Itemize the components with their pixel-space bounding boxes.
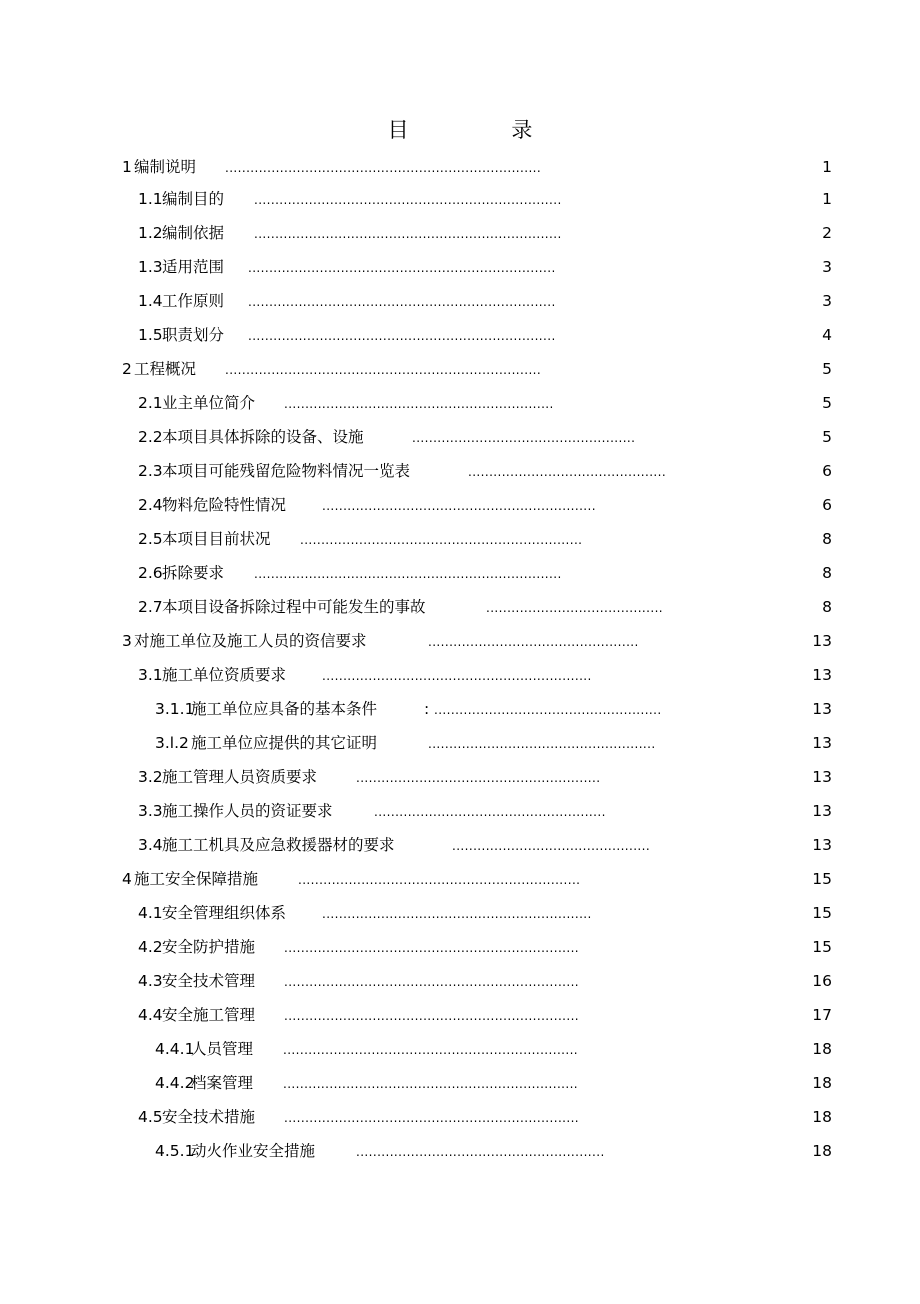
toc-entry[interactable] [0, 1106, 920, 1128]
toc-entry[interactable] [0, 392, 920, 414]
toc-leader-dots: ................................................................ [322, 907, 592, 921]
toc-entry-number: 2 [122, 360, 132, 378]
toc-leader-dots: .......................................................... [356, 771, 601, 785]
toc-entry[interactable] [0, 596, 920, 618]
toc-page-number: 18 [812, 1142, 832, 1160]
toc-entry[interactable] [0, 834, 920, 856]
toc-page-number: 2 [822, 224, 832, 242]
toc-entry-number: 4.1 [138, 904, 163, 922]
toc-entry-number: 4.2 [138, 938, 163, 956]
toc-leader-dots: ................................................................. [322, 499, 596, 513]
toc-entry-title: 编制目的 [162, 190, 225, 208]
toc-entry[interactable] [0, 1140, 920, 1162]
toc-entry[interactable] [0, 630, 920, 652]
toc-entry-title: 安全技术管理 [162, 972, 256, 990]
toc-page-number: 4 [822, 326, 832, 344]
toc-entry-title: 动火作业安全措施 [191, 1142, 316, 1160]
toc-leader-dots: .......................................... [486, 601, 664, 615]
toc-entry[interactable] [0, 156, 920, 178]
toc-entry-title: 安全施工管理 [162, 1006, 256, 1024]
toc-entry-number: 4.5 [138, 1108, 163, 1126]
toc-leader-dots: ......................................................................... [248, 295, 556, 309]
toc-page-number: 15 [812, 904, 832, 922]
toc-entry-title: 工作原则 [162, 292, 225, 310]
toc-page-number: 5 [822, 428, 832, 446]
toc-page-number: 15 [812, 938, 832, 956]
toc-entry-number: 1.3 [138, 258, 163, 276]
toc-entry-number: 4.4.2 [155, 1074, 195, 1092]
toc-entry-title: 本项目具体拆除的设备、设施 [162, 428, 364, 446]
toc-leader-dots: ...................................................... [428, 737, 656, 751]
toc-entry-number: 3.l.2 [155, 734, 189, 752]
toc-page-number: 15 [812, 870, 832, 888]
toc-page-number: 18 [812, 1040, 832, 1058]
toc-entry[interactable] [0, 698, 920, 720]
toc-entry-number: 4.4.1 [155, 1040, 195, 1058]
toc-entry-number: 4.5.1 [155, 1142, 195, 1160]
toc-entry-title: 施工工机具及应急救援器材的要求 [162, 836, 395, 854]
toc-entry-number: 1.5 [138, 326, 163, 344]
toc-entry-title: 安全技术措施 [162, 1108, 256, 1126]
toc-entry-title: 施工管理人员资质要求 [162, 768, 318, 786]
toc-leader-dots: ........................................................... [356, 1145, 605, 1159]
toc-entry[interactable] [0, 732, 920, 754]
toc-entry-title: 本项目设备拆除过程中可能发生的事故 [162, 598, 426, 616]
toc-entry-title: 施工单位应提供的其它证明 [191, 734, 378, 752]
toc-leader-dots: ...................................................................... [284, 1111, 580, 1125]
toc-page-number: 13 [812, 632, 832, 650]
toc-entry-title: 档案管理 [191, 1074, 254, 1092]
toc-entry-number: 3.3 [138, 802, 163, 820]
toc-entry-number: 2.6 [138, 564, 163, 582]
toc-page-number: 8 [822, 564, 832, 582]
toc-page-number: 13 [812, 768, 832, 786]
toc-leader-dots: ......................................................................... [254, 193, 562, 207]
toc-entry-number: 2.2 [138, 428, 163, 446]
toc-leader-dots: ...................................................................... [284, 975, 580, 989]
toc-leader-dots: ................................................................... [300, 533, 583, 547]
toc-entry[interactable] [0, 766, 920, 788]
toc-page-number: 1 [822, 158, 832, 176]
toc-page-number: 16 [812, 972, 832, 990]
toc-entry-title: 编制依据 [162, 224, 225, 242]
toc-entry-title: 职责划分 [162, 326, 225, 344]
toc-leader-dots: ...................................................................... [283, 1043, 579, 1057]
toc-page-number: 8 [822, 530, 832, 548]
toc-entry-title: 编制说明 [134, 158, 197, 176]
toc-page-number: 13 [812, 734, 832, 752]
toc-entry-number: 3.1.1 [155, 700, 195, 718]
toc-entry[interactable] [0, 290, 920, 312]
toc-page-number: 13 [812, 666, 832, 684]
toc-leader-dots: ............................................... [452, 839, 651, 853]
toc-entry[interactable] [0, 256, 920, 278]
toc-page-number: 3 [822, 292, 832, 310]
toc-entry[interactable] [0, 426, 920, 448]
toc-entry[interactable] [0, 868, 920, 890]
toc-leader-dots: ........................................................................... [225, 363, 542, 377]
toc-page-number: 8 [822, 598, 832, 616]
toc-entry-number: 2.1 [138, 394, 163, 412]
toc-page-number: 6 [822, 496, 832, 514]
toc-entry[interactable] [0, 222, 920, 244]
toc-page-number: 13 [812, 802, 832, 820]
toc-entry[interactable] [0, 664, 920, 686]
toc-entry[interactable] [0, 188, 920, 210]
toc-entry-title: 安全防护措施 [162, 938, 256, 956]
toc-page-number: 5 [822, 360, 832, 378]
toc-entry-title: 对施工单位及施工人员的资信要求 [134, 632, 367, 650]
toc-entry-title: 本项目目前状况 [162, 530, 271, 548]
toc-entry-title: 施工单位资质要求 [162, 666, 287, 684]
toc-entry[interactable] [0, 528, 920, 550]
toc-leader-dots: ...................................................................... [284, 941, 580, 955]
toc-entry-number: 4.3 [138, 972, 163, 990]
toc-entry-colon: : [424, 700, 430, 718]
toc-entry-number: 3.4 [138, 836, 163, 854]
toc-entry-number: 1.4 [138, 292, 163, 310]
toc-entry[interactable] [0, 1072, 920, 1094]
toc-leader-dots: ................................................................ [322, 669, 592, 683]
toc-entry[interactable] [0, 324, 920, 346]
toc-entry[interactable] [0, 562, 920, 584]
toc-leader-dots: ...................................................................... [284, 1009, 580, 1023]
toc-entry-number: 3 [122, 632, 132, 650]
toc-entry-title: 安全管理组织体系 [162, 904, 287, 922]
toc-entry-title: 施工安全保障措施 [134, 870, 259, 888]
toc-page-number: 18 [812, 1074, 832, 1092]
toc-entry[interactable] [0, 1038, 920, 1060]
toc-entry-title: 本项目可能残留危险物料情况一览表 [162, 462, 411, 480]
toc-entry-title: 物料危险特性情况 [162, 496, 287, 514]
toc-title: 目 录 [387, 118, 581, 142]
toc-leader-dots: ............................................... [468, 465, 667, 479]
toc-entry-title: 适用范围 [162, 258, 225, 276]
toc-entry-title: 施工单位应具备的基本条件 [191, 700, 378, 718]
toc-page-number: 1 [822, 190, 832, 208]
toc-entry-number: 4.4 [138, 1006, 163, 1024]
toc-entry-title: 工程概况 [134, 360, 197, 378]
toc-page-number: 5 [822, 394, 832, 412]
toc-entry[interactable] [0, 494, 920, 516]
toc-entry-number: 2.3 [138, 462, 163, 480]
toc-leader-dots: ..................................................... [412, 431, 636, 445]
toc-entry[interactable] [0, 970, 920, 992]
toc-entry-number: 4 [122, 870, 132, 888]
toc-entry-title: 业主单位简介 [162, 394, 256, 412]
toc-entry-number: 3.1 [138, 666, 163, 684]
toc-entry[interactable] [0, 1004, 920, 1026]
toc-leader-dots: ......................................................................... [248, 261, 556, 275]
toc-entry-number: 2.7 [138, 598, 163, 616]
toc-entry-number: 1 [122, 158, 132, 176]
toc-leader-dots: ......................................................................... [248, 329, 556, 343]
toc-page-number: 18 [812, 1108, 832, 1126]
toc-entry-number: 1.2 [138, 224, 163, 242]
toc-page-number: 17 [812, 1006, 832, 1024]
toc-page-number: 3 [822, 258, 832, 276]
toc-entry-number: 2.4 [138, 496, 163, 514]
toc-leader-dots: ....................................................... [374, 805, 606, 819]
toc-leader-dots: .................................................. [428, 635, 639, 649]
toc-entry[interactable] [0, 358, 920, 380]
toc-leader-dots: ......................................................................... [254, 227, 562, 241]
toc-page-number: 13 [812, 700, 832, 718]
toc-entry[interactable] [0, 936, 920, 958]
toc-entry-number: 2.5 [138, 530, 163, 548]
toc-entry[interactable] [0, 800, 920, 822]
toc-leader-dots: ...................................................... [434, 703, 662, 717]
toc-leader-dots: ...................................................................... [283, 1077, 579, 1091]
toc-entry[interactable] [0, 902, 920, 924]
toc-entry-number: 1.1 [138, 190, 163, 208]
toc-entry-title: 人员管理 [191, 1040, 254, 1058]
toc-leader-dots: ......................................................................... [254, 567, 562, 581]
toc-leader-dots: ................................................................ [284, 397, 554, 411]
toc-entry-number: 3.2 [138, 768, 163, 786]
toc-entry[interactable] [0, 460, 920, 482]
toc-leader-dots: ................................................................... [298, 873, 581, 887]
toc-page-number: 13 [812, 836, 832, 854]
toc-page-number: 6 [822, 462, 832, 480]
toc-entry-title: 施工操作人员的资证要求 [162, 802, 333, 820]
toc-leader-dots: ........................................................................... [225, 161, 542, 175]
toc-entry-title: 拆除要求 [162, 564, 225, 582]
